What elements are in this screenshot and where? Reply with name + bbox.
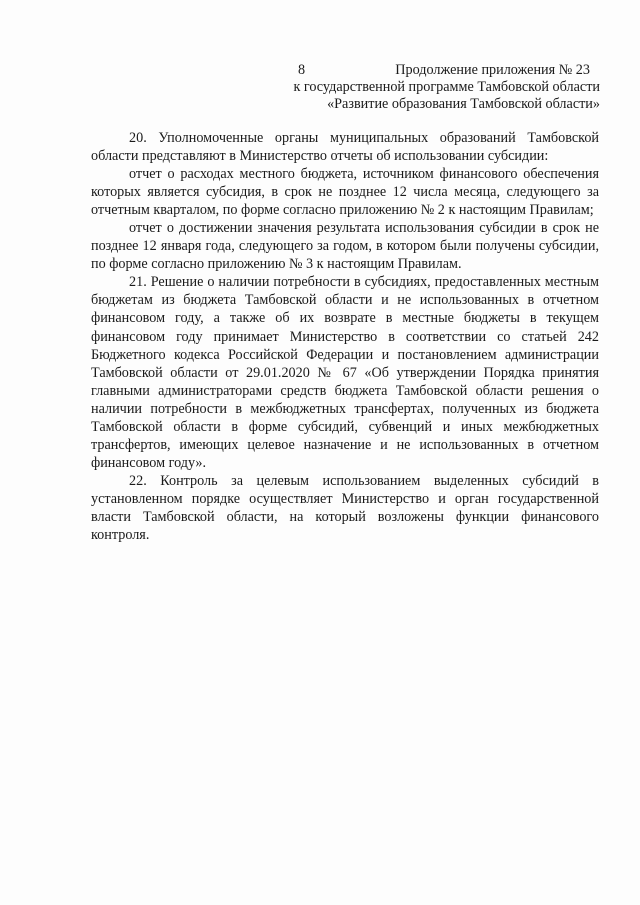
header-title-line2: к государственной программе Тамбовской области <box>293 79 600 95</box>
header-first-line <box>260 62 600 79</box>
paragraph-expense-report: отчет о расходах местного бюджета, источником финансового обеспечения которых является субсидия, в срок не позднее 12 числа месяца, следующего за отчетным кварталом, по форме согласно приложению № 2 к настоящим Правилам; <box>91 166 599 219</box>
paragraph-21: 21. Решение о наличии потребности в субсидиях, предоставленных местным бюджетам из бюджета Тамбовской области и не использованных в отчетном финансовом году, а также об их возврате в местные бюджеты в текущем финансовом году принимает Министерство в соответствии со статьей 242 Бюджетного кодекса Российской Федерации и постановлением администрации Тамбовской области от 29.01.2020 № 67 «Об утверждении Порядка принятия главными администраторами средств бюджета Тамбовской области решения о наличии потребности в межбюджетных трансфертах, полученных из бюджета Тамбовской области в форме субсидий, субвенций и иных межбюджетных трансфертов, имеющих целевое назначение и не использованных в отчетном финансовом году». <box>91 274 599 471</box>
paragraph-22: 22. Контроль за целевым использованием выделенных субсидий в установленном порядке осуществляет Министерство и орган государственной власти Тамбовской области, на который возложены функции финансового контроля. <box>91 472 599 544</box>
page-number: 8 <box>298 62 306 78</box>
document-body <box>91 129 599 544</box>
page-header <box>260 62 600 113</box>
header-title-line3: «Развитие образования Тамбовской области» <box>327 96 600 112</box>
header-title-line1: Продолжение приложения № 23 <box>395 62 590 78</box>
paragraph-result-report: отчет о достижении значения результата использования субсидии в срок не позднее 12 января года, следующего за годом, в котором были получены субсидии, по форме согласно приложению № 3 к настоящим Правилам. <box>91 220 599 273</box>
paragraph-20: 20. Уполномоченные органы муниципальных образований Тамбовской области представляют в Министерство отчеты об использовании субсидии: <box>91 130 599 165</box>
